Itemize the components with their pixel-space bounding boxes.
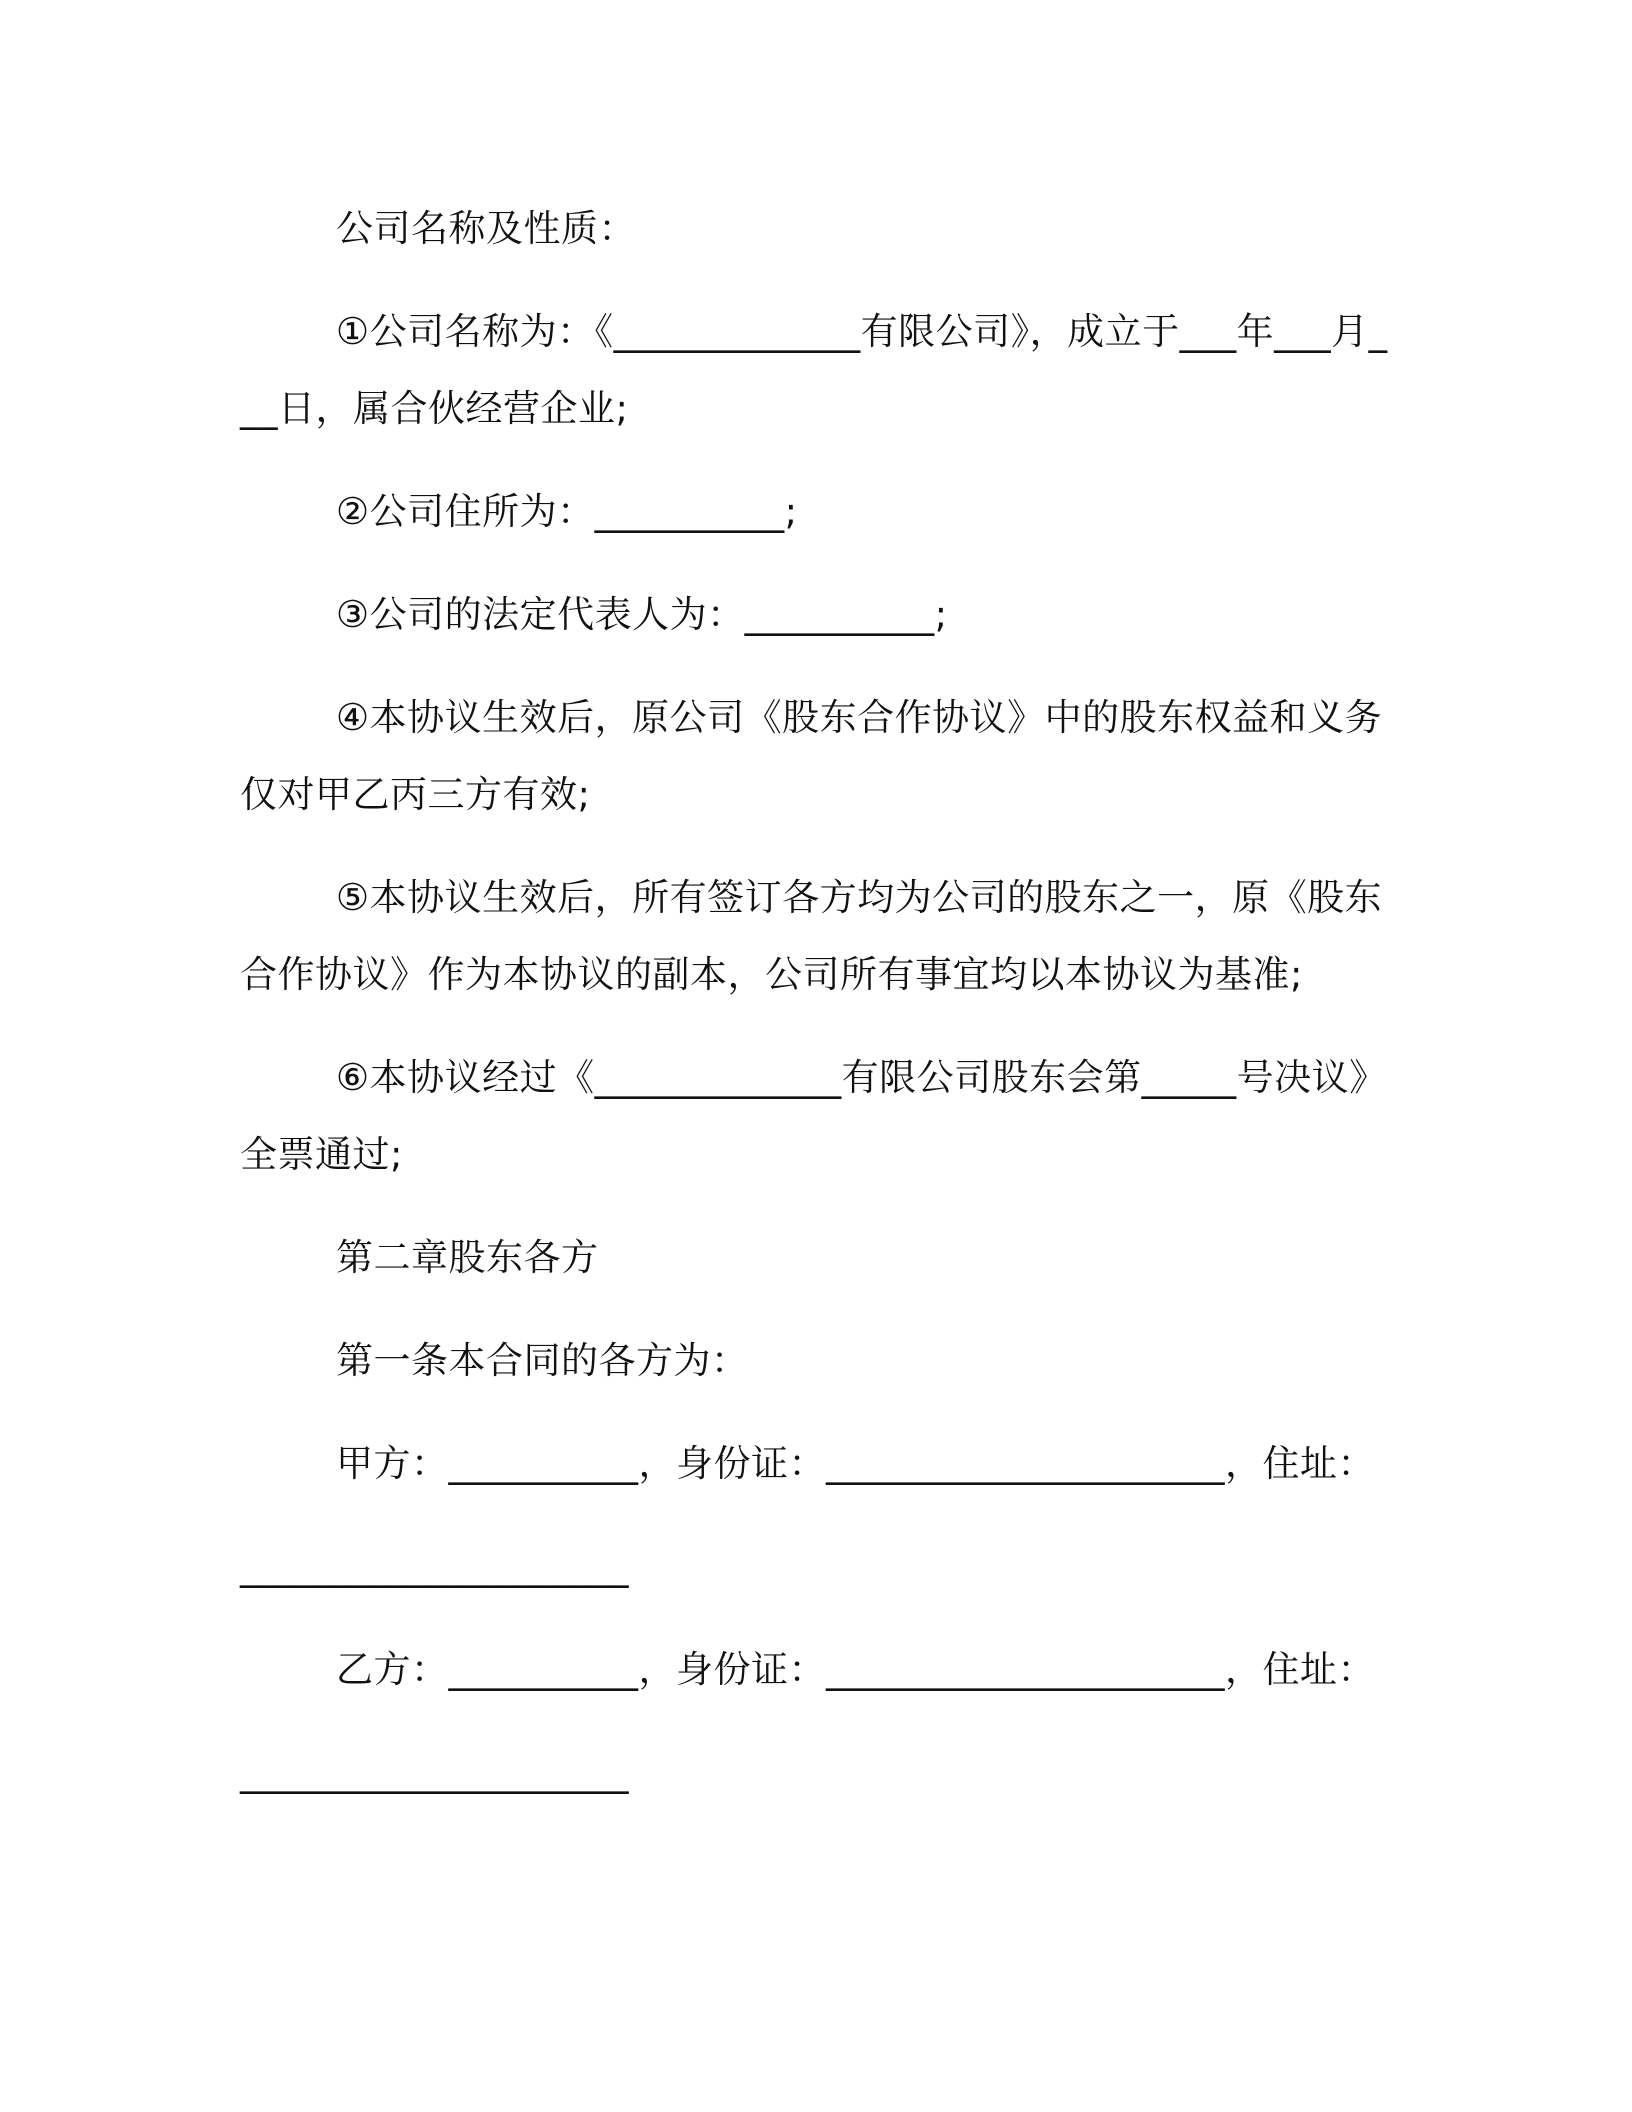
document-body — [240, 190, 1390, 1837]
clause-3-legal-representative: ③公司的法定代表人为：__________; — [336, 593, 948, 636]
party-a-address-blank: _____________________ — [240, 1545, 629, 1588]
section-title-company-name-nature: 公司名称及性质： — [336, 207, 636, 250]
clause-4-effectiveness: ④本协议生效后，原公司《股东合作协议》中的股东权益和义务仅对甲乙丙三方有效; — [240, 696, 1383, 816]
party-b-address-blank: _____________________ — [240, 1751, 629, 1794]
clause-2-company-address: ②公司住所为：__________; — [336, 490, 798, 533]
clause-6-resolution: ⑥本协议经过《_____________有限公司股东会第_____号决议》全票通过; — [240, 1056, 1387, 1176]
article-1-title: 第一条本合同的各方为： — [336, 1339, 749, 1382]
clause-1-company-name: ①公司名称为：《_____________有限公司》，成立于___年___月___日，属合伙经营企业; — [240, 310, 1388, 430]
clause-5-shareholders: ⑤本协议生效后，所有签订各方均为公司的股东之一，原《股东合作协议》作为本协议的副本，公司所有事宜均以本协议为基准; — [240, 876, 1383, 996]
chapter-2-title: 第二章股东各方 — [336, 1236, 599, 1279]
party-b-line: 乙方：__________，身份证：_____________________，住址： — [336, 1648, 1375, 1691]
party-a-line: 甲方：__________，身份证：_____________________，住址： — [336, 1442, 1375, 1485]
